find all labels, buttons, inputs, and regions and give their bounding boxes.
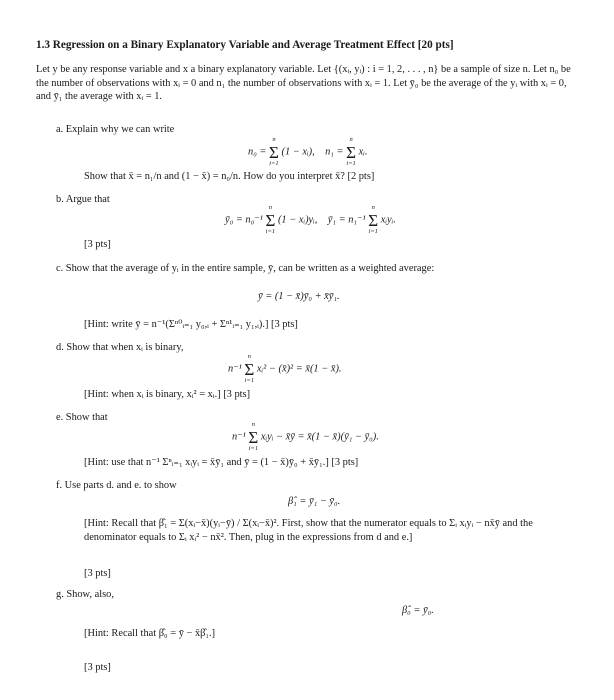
part-b-eq-right: ȳ₁ = n₁⁻¹: [327, 214, 366, 226]
part-e-eq-prefix: n⁻¹: [232, 431, 246, 443]
part-a-equation: [248, 137, 368, 167]
part-d-eq-prefix: n⁻¹: [228, 363, 242, 375]
part-g-hint: [Hint: Recall that β̂₀ = ȳ − x̄β̂₁.]: [84, 628, 216, 639]
sum-symbol: n Σ i=1: [265, 204, 276, 235]
part-a-eq-left-body: (1 − xᵢ),: [281, 146, 315, 158]
part-d-label: d. Show that when xᵢ is binary,: [56, 342, 184, 353]
part-c-equation: ȳ = (1 − x̄)ȳ₀ + x̄ȳ₁.: [258, 291, 340, 302]
part-e-hint: [Hint: use that n⁻¹ Σⁿᵢ₌₁ xᵢyᵢ = x̄ȳ₁ and ȳ = (1 − x̄)ȳ₀ + x̄ȳ₁.] [3 pts]: [84, 457, 359, 468]
part-b-points: [3 pts]: [84, 239, 111, 250]
sum-symbol: n Σ i=1: [346, 136, 357, 167]
sum-symbol: n Σ i=1: [248, 421, 259, 452]
sum-symbol: n Σ i=1: [244, 353, 255, 384]
part-b-eq-left-body: (1 − xᵢ)yᵢ,: [277, 214, 318, 226]
part-d-eq-body: xᵢ² − (x̄)² = x̄(1 − x̄).: [256, 363, 342, 375]
part-g-label: g. Show, also,: [56, 589, 114, 600]
section-title: 1.3 Regression on a Binary Explanatory Variable and Average Treatment Effect [20 pts]: [36, 39, 454, 51]
part-a-eq-left: n₀ =: [248, 146, 270, 158]
part-f-hint: [Hint: Recall that β̂₁ = Σ(xᵢ−x̄)(yᵢ−ȳ) / Σ(xᵢ−x̄)². First, show that the numerator equals to Σᵢ xᵢyᵢ − nx̄ȳ and the denominator equals to Σᵢ xᵢ² − nx̄². Then, plug in the expressions from d and e.]: [84, 518, 533, 543]
part-b-label: b. Argue that: [56, 194, 110, 205]
part-g-equation: β̂₀ = ȳ₀.: [402, 605, 434, 616]
part-a-show: Show that x̄ = n₁/n and (1 − x̄) = n₀/n. How do you interpret x̄? [2 pts]: [84, 171, 375, 182]
sum-symbol: n Σ i=1: [368, 204, 379, 235]
part-f-points: [3 pts]: [84, 568, 111, 579]
part-c-hint: [Hint: write ȳ = n⁻¹(Σⁿ⁰ᵢ₌₁ y₀,ᵢ + Σⁿ¹ᵢ₌₁ y₁,ᵢ).] [3 pts]: [84, 319, 298, 330]
part-c-label: c. Show that the average of yᵢ in the entire sample, ȳ, can be written as a weighted average:: [56, 263, 435, 274]
sum-symbol: n Σ i=1: [269, 136, 279, 167]
part-a-eq-right-body: xᵢ.: [358, 146, 368, 158]
part-f-equation: β̂₁ = ȳ₁ − ȳ₀.: [288, 496, 341, 507]
part-d-hint: [Hint: when xᵢ is binary, xᵢ² = xᵢ.] [3 pts]: [84, 389, 251, 400]
part-e-eq-body: xᵢyᵢ − x̄ȳ = x̄(1 − x̄)(ȳ₁ − ȳ₀).: [260, 431, 379, 443]
part-a-eq-right: n₁ =: [325, 146, 347, 158]
part-b-eq-right-body: xᵢyᵢ.: [380, 214, 396, 226]
part-e-label: e. Show that: [56, 412, 108, 423]
part-g-points: [3 pts]: [84, 662, 111, 673]
part-d-equation: [228, 354, 342, 384]
part-b-equation: [225, 205, 396, 235]
part-f-label: f. Use parts d. and e. to show: [56, 480, 177, 491]
part-a-label: a. Explain why we can write: [56, 124, 175, 135]
part-e-equation: [232, 422, 379, 452]
intro-paragraph: Let y be any response variable and x a binary explanatory variable. Let {(xᵢ, yᵢ) : i = 1, 2, . . . , n} be a sample of size n. Let n₀ be the number of observations with xᵢ = 0 and n₁ the number of observations with xᵢ = 1. Let ȳ₀ be the average of the yᵢ with xᵢ = 0, and ȳ₁ the average with xᵢ = 1.: [36, 64, 571, 103]
part-b-eq-left: ȳ₀ = n₀⁻¹: [225, 214, 263, 226]
